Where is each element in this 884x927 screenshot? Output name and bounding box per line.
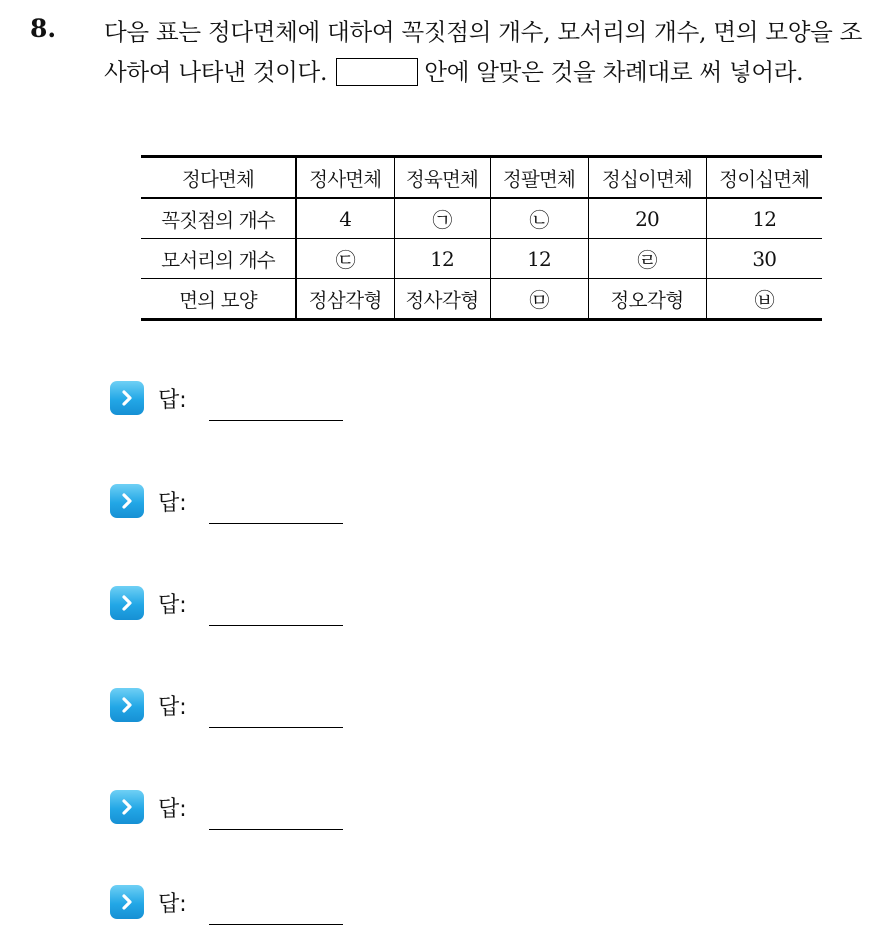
answer-row xyxy=(110,790,343,824)
table-row xyxy=(141,279,822,320)
answer-blank[interactable] xyxy=(209,896,343,925)
question-text-after: 안에 알맞은 것을 차례대로 써 넣어라. xyxy=(424,58,804,86)
question-number: 8. xyxy=(30,14,57,43)
chevron-right-icon xyxy=(110,688,144,722)
answer-label: 답: xyxy=(158,490,187,516)
table-cell: ㉥ xyxy=(754,288,774,312)
table-cell: ㉣ xyxy=(588,239,706,279)
chevron-right-icon xyxy=(110,586,144,620)
row-label: 꼭짓점의 개수 xyxy=(141,198,296,239)
question-text-before: 다음 표는 정다면체에 대하여 꼭짓점의 개수, 모서리의 개수, 면의 모양을 조사하여 나타낸 것이다. xyxy=(104,18,863,86)
table-cell: 정삼각형 xyxy=(296,279,394,320)
polyhedra-table xyxy=(141,155,822,321)
table-header: 정다면체 xyxy=(141,157,296,199)
table-header: 정사면체 xyxy=(296,157,394,199)
table-cell: 정오각형 xyxy=(588,279,706,320)
table-header: 정이십면체 xyxy=(706,157,822,199)
answer-label: 답: xyxy=(158,387,187,413)
table-cell: 정사각형 xyxy=(394,279,490,320)
answer-label: 답: xyxy=(158,796,187,822)
answer-blank[interactable] xyxy=(209,597,343,626)
table-header: 정십이면체 xyxy=(588,157,706,199)
table-cell: 12 xyxy=(394,239,490,279)
answer-blank[interactable] xyxy=(209,392,343,421)
row-label: 면의 모양 xyxy=(141,279,296,320)
table-cell: 12 xyxy=(706,198,822,239)
table-row xyxy=(141,239,822,279)
table-cell: 4 xyxy=(296,198,394,239)
table-cell: ㉠ xyxy=(394,198,490,239)
answer-row xyxy=(110,586,343,620)
blank-box xyxy=(336,58,418,86)
answer-blank[interactable] xyxy=(209,801,343,830)
answer-row xyxy=(110,688,343,722)
answer-row xyxy=(110,381,343,415)
answer-blank[interactable] xyxy=(209,699,343,728)
table-cell: ㉢ xyxy=(296,239,394,279)
table-cell: 20 xyxy=(588,198,706,239)
table-cell: ㉤ xyxy=(490,279,588,320)
chevron-right-icon xyxy=(110,484,144,518)
chevron-right-icon xyxy=(110,885,144,919)
answer-blank[interactable] xyxy=(209,495,343,524)
table-cell: 30 xyxy=(706,239,822,279)
answer-row xyxy=(110,885,343,919)
answer-label: 답: xyxy=(158,694,187,720)
table-header: 정육면체 xyxy=(394,157,490,199)
answer-label: 답: xyxy=(158,891,187,917)
table-cell: ㉡ xyxy=(490,198,588,239)
table-row xyxy=(141,198,822,239)
row-label: 모서리의 개수 xyxy=(141,239,296,279)
answer-label: 답: xyxy=(158,592,187,618)
question-text xyxy=(104,12,864,92)
chevron-right-icon xyxy=(110,790,144,824)
table-cell: 12 xyxy=(490,239,588,279)
table-header: 정팔면체 xyxy=(490,157,588,199)
table-header-row xyxy=(141,157,822,199)
chevron-right-icon xyxy=(110,381,144,415)
answer-row xyxy=(110,484,343,518)
